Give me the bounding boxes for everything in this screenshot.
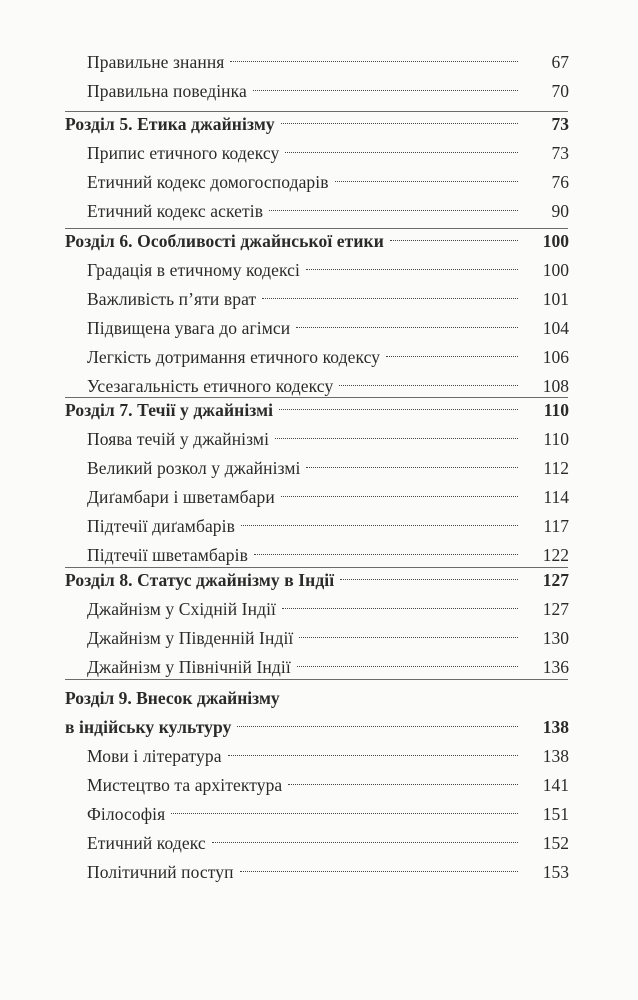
- toc-chapter-page: 138: [542, 717, 569, 737]
- toc-chapter-title: Розділ 8. Статус джайнізму в Індії: [65, 570, 335, 590]
- dot-leader: [240, 871, 518, 872]
- toc-entry-title: Підтечії диґамбарів: [87, 516, 235, 536]
- toc-chapter-7: [0, 396, 638, 570]
- toc-chapter-page: 127: [542, 570, 569, 590]
- toc-entry-page: 130: [542, 628, 569, 648]
- toc-entry: [0, 314, 638, 343]
- toc-entry: [0, 139, 638, 168]
- toc-entry-page: 114: [543, 487, 569, 507]
- dot-leader: [212, 842, 518, 843]
- dot-leader: [254, 554, 518, 555]
- toc-entry-page: 127: [542, 599, 569, 619]
- toc-entry: [0, 771, 638, 800]
- dot-leader: [306, 467, 518, 468]
- toc-entry-title: Філософія: [87, 804, 166, 824]
- toc-entry-page: 151: [542, 804, 569, 824]
- toc-entry-page: 67: [551, 52, 569, 72]
- toc-chapter-heading: [0, 396, 638, 425]
- toc-entry-page: 100: [542, 260, 569, 280]
- toc-entry-title: Великий розкол у джайнізмі: [87, 458, 301, 478]
- dot-leader: [299, 637, 518, 638]
- toc-entry: [0, 512, 638, 541]
- dot-leader: [281, 123, 518, 124]
- dot-leader: [275, 438, 518, 439]
- toc-entry: [0, 77, 638, 106]
- toc-entry: [0, 48, 638, 77]
- toc-chapter-title: Розділ 6. Особливості джайнської етики: [65, 231, 384, 251]
- toc-entry: [0, 425, 638, 454]
- toc-entry: [0, 742, 638, 771]
- dot-leader: [279, 409, 518, 410]
- toc-entry-page: 110: [543, 429, 569, 449]
- toc-entry-title: Градація в етичному кодексі: [87, 260, 300, 280]
- dot-leader: [230, 61, 518, 62]
- toc-entry-page: 138: [542, 746, 569, 766]
- toc-chapter-heading: [0, 713, 638, 742]
- toc-chapter-page: 73: [551, 114, 569, 134]
- dot-leader: [306, 269, 518, 270]
- dot-leader: [335, 181, 518, 182]
- toc-entry: [0, 285, 638, 314]
- toc-chapter-heading: [0, 566, 638, 595]
- dot-leader: [297, 666, 518, 667]
- toc-entry-page: 106: [542, 347, 569, 367]
- toc-chapter-title: в індійську культуру: [65, 717, 232, 737]
- toc-entry: [0, 829, 638, 858]
- toc-entry-page: 141: [542, 775, 569, 795]
- dot-leader: [269, 210, 518, 211]
- toc-chapter-title: Розділ 7. Течії у джайнізмі: [65, 400, 274, 420]
- toc-entry-title: Поява течій у джайнізмі: [87, 429, 270, 449]
- toc-entry-title: Політичний поступ: [87, 862, 234, 882]
- dot-leader: [237, 726, 518, 727]
- dot-leader: [339, 385, 518, 386]
- toc-entry-title: Етичний кодекс аскетів: [87, 201, 264, 221]
- toc-entry-page: 90: [551, 201, 569, 221]
- dot-leader: [171, 813, 518, 814]
- toc-entry-title: Етичний кодекс: [87, 833, 206, 853]
- toc-chapter-heading: [0, 110, 638, 139]
- dot-leader: [241, 525, 518, 526]
- toc-entry-page: 117: [543, 516, 569, 536]
- toc-entry-title: Підтечії шветамбарів: [87, 545, 248, 565]
- toc-chapter-page: 110: [543, 400, 569, 420]
- toc-entry-title: Мистецтво та архітектура: [87, 775, 283, 795]
- toc-entry-page: 112: [543, 458, 569, 478]
- toc-entry-title: Легкість дотримання етичного кодексу: [87, 347, 381, 367]
- toc-entry-title: Підвищена увага до агімси: [87, 318, 291, 338]
- toc-entry-title: Джайнізм у Північній Індії: [87, 657, 291, 677]
- toc-entry-page: 153: [542, 862, 569, 882]
- toc-entry: [0, 800, 638, 829]
- toc-chapter-title-line1: Розділ 9. Внесок джайнізму: [65, 688, 280, 708]
- toc-entry-page: 104: [542, 318, 569, 338]
- toc-entry: [0, 454, 638, 483]
- toc-chapter-6: [0, 227, 638, 401]
- toc-entry-title: Етичний кодекс домогосподарів: [87, 172, 329, 192]
- toc-section-continued: [0, 48, 638, 106]
- toc-entry-title: Джайнізм у Південній Індії: [87, 628, 294, 648]
- toc-entry: [0, 256, 638, 285]
- toc-entry: [0, 343, 638, 372]
- toc-chapter-heading: [0, 227, 638, 256]
- toc-entry: [0, 168, 638, 197]
- toc-entry: [0, 624, 638, 653]
- toc-entry: [0, 858, 638, 887]
- toc-entry: [0, 483, 638, 512]
- toc-chapter-8: [0, 566, 638, 682]
- dot-leader: [288, 784, 518, 785]
- toc-entry-title: Диґамбари і шветамбари: [87, 487, 275, 507]
- toc-entry-title: Мови і література: [87, 746, 222, 766]
- toc-entry-title: Усезагальність етичного кодексу: [87, 376, 334, 396]
- toc-entry: [0, 595, 638, 624]
- dot-leader: [340, 579, 518, 580]
- toc-entry-title: Правильне знання: [87, 52, 225, 72]
- dot-leader: [282, 608, 518, 609]
- toc-entry-page: 73: [551, 143, 569, 163]
- toc-entry-title: Правильна поведінка: [87, 81, 247, 101]
- toc-entry-title: Джайнізм у Східній Індії: [87, 599, 277, 619]
- dot-leader: [281, 496, 518, 497]
- section-divider: [65, 679, 568, 680]
- toc-chapter-5: [0, 110, 638, 226]
- toc-entry-page: 76: [551, 172, 569, 192]
- toc-entry: [0, 197, 638, 226]
- dot-leader: [390, 240, 518, 241]
- toc-entry-page: 122: [542, 545, 569, 565]
- toc-entry-title: Припис етичного кодексу: [87, 143, 280, 163]
- toc-entry: [0, 653, 638, 682]
- toc-entry-page: 101: [542, 289, 569, 309]
- toc-entry-page: 152: [542, 833, 569, 853]
- dot-leader: [228, 755, 518, 756]
- toc-chapter-title: Розділ 5. Етика джайнізму: [65, 114, 275, 134]
- toc-entry-title: Важливість п’яти врат: [87, 289, 257, 309]
- dot-leader: [285, 152, 518, 153]
- dot-leader: [262, 298, 518, 299]
- toc-chapter-9: [0, 684, 638, 887]
- dot-leader: [296, 327, 518, 328]
- toc-entry-page: 136: [542, 657, 569, 677]
- toc-entry-page: 70: [551, 81, 569, 101]
- toc-entry-page: 108: [542, 376, 569, 396]
- toc-chapter-page: 100: [542, 231, 569, 251]
- dot-leader: [253, 90, 518, 91]
- dot-leader: [386, 356, 518, 357]
